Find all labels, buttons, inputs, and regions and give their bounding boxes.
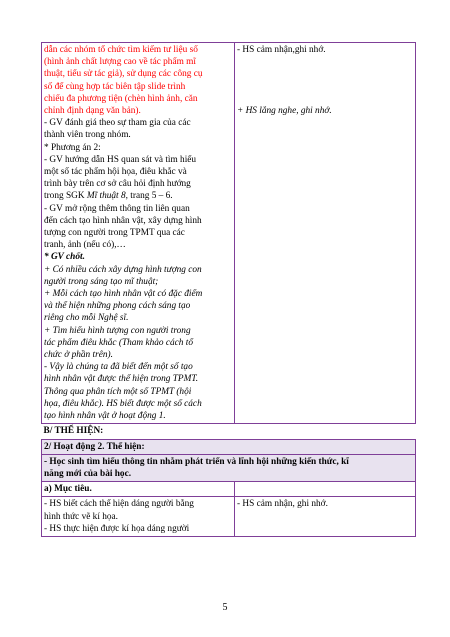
student-activity-cell bbox=[235, 43, 416, 424]
objective-student-cell: - HS cảm nhận, ghi nhớ. bbox=[235, 497, 416, 537]
expansion-line: - GV mở rộng thêm thông tin liên quan bbox=[44, 203, 190, 214]
activity-2-title: 2/ Hoạt động 2. Thể hiện: bbox=[42, 439, 416, 454]
teacher-activity-cell bbox=[42, 43, 235, 424]
student-response-1: - HS cảm nhận,ghi nhớ. bbox=[237, 45, 326, 55]
conclusion-items: + Có nhiều cách xây dựng hình tượng con người trong sáng tạo mĩ thuật; + Mỗi cách tạo hình nhân vật có đặc điểm và thể hiện những phong cách sáng tạo riêng cho mỗi Nghệ sĩ. + Tìm hiểu hình tượng con người trong tác phẩm điêu khắc (Tham khảo cách tổ chức ở phần trên). - Vậy là chúng ta đã biết đến một số tạo hình nhân vật được thể hiện trong TPMT. Thông qua phân tích một số TPMT (hội họa, điêu khắc). HS biết được một số cách tạo hình nhân vật ở hoạt động 1. bbox=[44, 264, 203, 422]
activity-row bbox=[42, 43, 416, 424]
objective-heading: a) Mục tiêu. bbox=[42, 482, 235, 497]
activity-2-title-row bbox=[42, 439, 416, 454]
guidance-line: một số tác phẩm hội họa, điêu khắc và bbox=[44, 167, 187, 178]
activity-2-description: - Học sinh tìm hiểu thông tin nhằm phát triển và lĩnh hội những kiến thức, kĩ năng mới của bài học. bbox=[42, 454, 416, 481]
option-2-heading: * Phương án 2: bbox=[44, 142, 101, 153]
gv-conclusion-heading: * GV chốt. bbox=[44, 252, 85, 263]
expansion-line: tượng con người trong TPMT qua các bbox=[44, 228, 185, 239]
gv-evaluation-line: - GV đánh giá theo sự tham gia của các bbox=[44, 118, 191, 129]
section-row bbox=[42, 424, 416, 439]
expansion-line: đến cách tạo hình nhân vật, xây dựng hình bbox=[44, 215, 202, 226]
activity-2-desc-row bbox=[42, 454, 416, 481]
red-instruction-text: dẫn các nhóm tổ chức tìm kiếm tư liệu số (hình ảnh chất lượng cao về tác phẩm mĩ thuật, tiểu sử tác giả), sử dụng các công cụ số để cùng hợp tác biên tập slide trình chiếu đa phương tiện (chèn hình ảnh, căn chỉnh định dạng văn bản). bbox=[44, 45, 203, 117]
section-b-heading: B/ THỂ HIỆN: bbox=[43, 426, 104, 437]
objective-heading-right-cell bbox=[235, 482, 416, 497]
guidance-line: - GV hướng dẫn HS quan sát và tìm hiểu bbox=[44, 154, 197, 165]
objective-row bbox=[42, 497, 416, 537]
expansion-line: tranh, ảnh (nếu có),… bbox=[44, 240, 126, 251]
guidance-line: trình bày trên cơ sở câu hỏi định hướng bbox=[44, 179, 191, 190]
objective-heading-row bbox=[42, 482, 416, 497]
page-number: 5 bbox=[222, 602, 228, 613]
gv-evaluation-line: thành viên trong nhóm. bbox=[44, 130, 131, 141]
sgk-reference-line: trong SGK Mĩ thuật 8, trang 5 – 6. bbox=[44, 191, 173, 202]
student-response-2: + HS lắng nghe, ghi nhớ. bbox=[237, 105, 332, 116]
lesson-plan-table bbox=[41, 42, 416, 537]
objective-items-cell: - HS biết cách thể hiện dáng người bằng hình thức vẽ kí họa. - HS thực hiện được kí họa dáng người bbox=[42, 497, 235, 537]
